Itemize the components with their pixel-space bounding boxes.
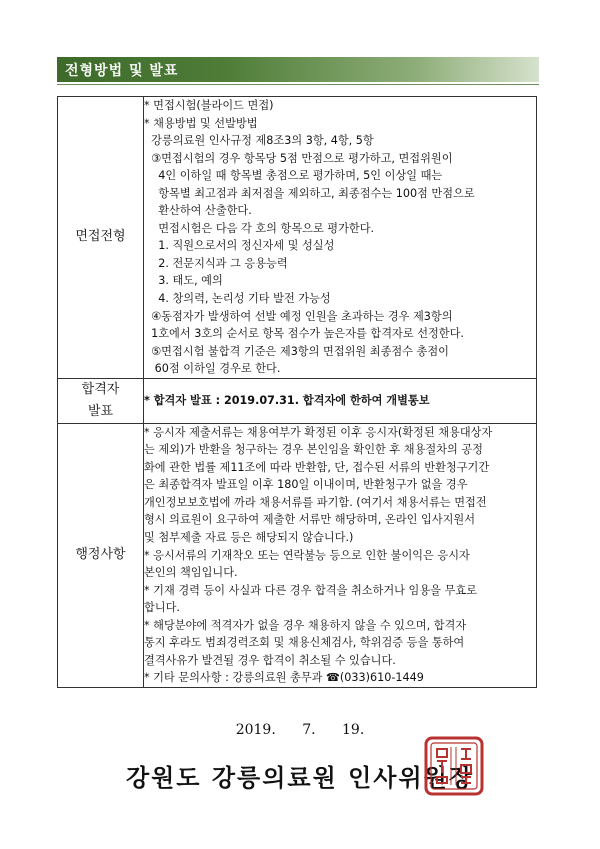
interview-line: * 채용방법 및 선발방법: [144, 116, 258, 130]
admin-line: * 해당분야에 적격자가 없을 경우 채용하지 않을 수 있으며, 합격자: [144, 618, 467, 632]
interview-line: 환산하여 산출한다.: [144, 204, 252, 218]
interview-label: 면접전형: [58, 97, 144, 379]
admin-line: 결격사유가 발견될 경우 합격이 취소될 수 있습니다.: [144, 653, 396, 667]
document-date: 2019. 7. 19.: [235, 722, 365, 738]
interview-line: 강릉의료원 인사규정 제8조3의 3항, 4항, 5항: [144, 134, 374, 148]
interview-line: 1. 직원으로서의 정신자세 및 성실성: [144, 239, 335, 253]
admin-line: * 기재 경력 등이 사실과 다른 경우 합격을 취소하거나 임용을 무효로: [144, 583, 477, 597]
official-seal-icon: [423, 735, 485, 797]
admin-line: * 응시자 제출서류는 채용여부가 확정된 이후 응시자(확정된 채용대상자: [144, 425, 493, 439]
interview-line: 4. 창의력, 논리성 기타 발전 가능성: [144, 292, 331, 306]
admin-lines: [144, 424, 536, 687]
announce-content: [144, 378, 537, 423]
announce-text: * 합격자 발표 : 2019.07.31. 합격자에 한하여 개별통보: [144, 393, 430, 407]
interview-line: 60점 이하일 경우로 한다.: [144, 362, 281, 376]
section-title: 전형방법 및 발표: [65, 63, 179, 79]
admin-line: 합니다.: [144, 601, 180, 615]
interview-line: 면접시험은 다음 각 호의 항목으로 평가한다.: [144, 221, 375, 235]
admin-line: 은 최종합격자 발표일 이후 180일 이내이며, 반환청구가 없을 경우: [144, 478, 468, 492]
admin-line: 화에 관한 법률 제11조에 따라 반환함, 단, 접수된 서류의 반환청구기간: [144, 460, 490, 474]
interview-line: ③면접시험의 경우 항목당 5점 만점으로 평가하고, 면접위원이: [144, 151, 453, 165]
interview-line: ⑤면접시험 불합격 기준은 제3항의 면접위원 최종점수 총점이: [144, 344, 449, 358]
recruitment-table: [57, 96, 537, 688]
admin-content: [144, 423, 537, 687]
table-row-interview: [58, 97, 537, 379]
organization-signature: 강원도 강릉의료원 인사위원장: [125, 763, 475, 792]
interview-line: 4인 이하일 때 항목별 총점으로 평가하며, 5인 이상일 때는: [144, 169, 443, 183]
admin-line: 본인의 책임입니다.: [144, 566, 238, 580]
interview-content: [144, 97, 537, 379]
interview-line: 2. 전문지식과 그 응용능력: [144, 256, 288, 270]
table-row-announce: [58, 378, 537, 423]
admin-line: 통지 후라도 범죄경력조회 및 채용신체검사, 학위검증 등을 통하여: [144, 636, 465, 650]
header-divider: [57, 84, 539, 85]
admin-line: 및 첨부제출 자료 등은 해당되지 않습니다.): [144, 531, 354, 545]
interview-line: ④동점자가 발생하여 선발 예정 인원을 초과하는 경우 제3항의: [144, 309, 453, 323]
interview-line: 항목별 최고점과 최저점을 제외하고, 최종점수는 100점 만점으로: [144, 186, 475, 200]
interview-line: 1호에서 3호의 순서로 항목 점수가 높은자를 합격자로 선정한다.: [144, 327, 464, 341]
announce-label: [58, 378, 144, 423]
admin-label: 행정사항: [58, 423, 144, 687]
interview-lines: [144, 97, 536, 378]
interview-line: * 면접시험(블라이드 면접): [144, 99, 274, 112]
admin-line: 는 제외)가 반환을 청구하는 경우 본인임을 확인한 후 채용절차의 공정: [144, 443, 483, 457]
interview-line: 3. 태도, 예의: [144, 274, 223, 288]
admin-line: * 응시서류의 기재착오 또는 연락불능 등으로 인한 불이익은 응시자: [144, 548, 470, 562]
admin-line: 개인정보보호법에 까라 채용서류를 파기함. (여기서 채용서류는 면접전: [144, 495, 487, 509]
admin-line: 형시 의료원이 요구하여 제출한 서류만 해당하며, 온라인 입사지원서: [144, 513, 476, 527]
announce-label-line2: 발표: [87, 403, 114, 419]
section-header: [57, 57, 539, 82]
table-row-admin: [58, 423, 537, 687]
admin-line: * 기타 문의사항 : 강릉의료원 총무과 ☎(033)610-1449: [144, 671, 424, 685]
announce-label-line1: 합격자: [81, 381, 120, 397]
